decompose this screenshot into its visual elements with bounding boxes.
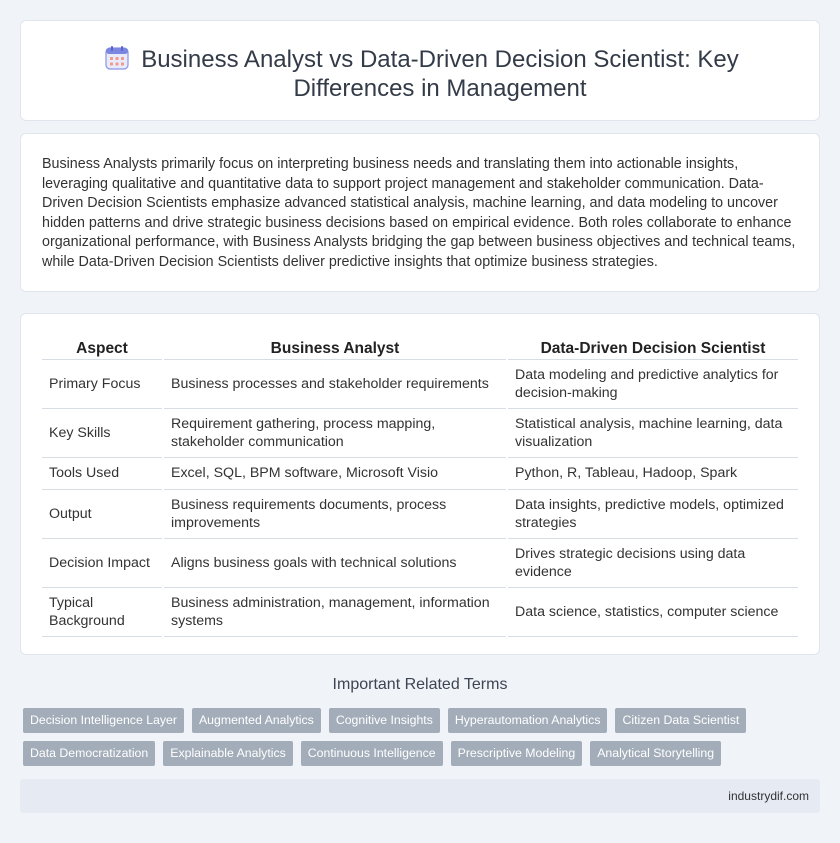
related-term-tag[interactable]: Citizen Data Scientist — [615, 708, 746, 733]
header-decision-scientist: Data-Driven Decision Scientist — [507, 334, 798, 359]
row-business-analyst: Business administration, management, information systems — [163, 587, 507, 636]
related-terms-title: Important Related Terms — [332, 676, 508, 693]
table-row — [42, 489, 798, 538]
row-decision-scientist: Data science, statistics, computer science — [507, 587, 798, 636]
row-aspect: Output — [42, 489, 163, 538]
row-aspect: Primary Focus — [42, 359, 163, 408]
row-aspect: Decision Impact — [42, 538, 163, 587]
table-row — [42, 359, 798, 408]
related-term-tag[interactable]: Data Democratization — [23, 741, 155, 766]
header-business-analyst: Business Analyst — [163, 334, 507, 359]
comparison-table — [42, 334, 798, 637]
row-business-analyst: Business processes and stakeholder requirements — [163, 359, 507, 408]
page-title: Business Analyst vs Data-Driven Decision Scientist: Key Differences in Management — [141, 46, 739, 102]
footer — [20, 779, 820, 813]
related-term-tag[interactable]: Continuous Intelligence — [301, 741, 443, 766]
header-aspect: Aspect — [42, 334, 163, 359]
related-term-tag[interactable]: Analytical Storytelling — [590, 741, 721, 766]
row-business-analyst: Aligns business goals with technical solutions — [163, 538, 507, 587]
row-business-analyst: Excel, SQL, BPM software, Microsoft Visio — [163, 457, 507, 489]
related-term-tag[interactable]: Explainable Analytics — [163, 741, 293, 766]
intro-card — [20, 133, 820, 292]
related-term-tag[interactable]: Prescriptive Modeling — [451, 741, 583, 766]
table-row — [42, 457, 798, 489]
table-header-row — [42, 334, 798, 359]
row-decision-scientist: Drives strategic decisions using data evidence — [507, 538, 798, 587]
row-business-analyst: Requirement gathering, process mapping, stakeholder communication — [163, 408, 507, 457]
table-row — [42, 587, 798, 636]
footer-site-link[interactable]: industrydif.com — [728, 789, 809, 803]
related-term-tag[interactable]: Decision Intelligence Layer — [23, 708, 184, 733]
row-aspect: Tools Used — [42, 457, 163, 489]
row-decision-scientist: Data insights, predictive models, optimized strategies — [507, 489, 798, 538]
table-row — [42, 408, 798, 457]
row-business-analyst: Business requirements documents, process improvements — [163, 489, 507, 538]
row-decision-scientist: Python, R, Tableau, Hadoop, Spark — [507, 457, 798, 489]
intro-paragraph: Business Analysts primarily focus on interpreting business needs and translating them into actionable insights, leveraging qualitative and quantitative data to support project management and stakeholder communication. Data-Driven Decision Scientists emphasize advanced statistical analysis, machine learning, and data modeling to uncover hidden patterns and drive strategic business decisions based on empirical evidence. Both roles collaborate to enhance organizational performance, with Business Analysts bridging the gap between business objectives and technical teams, while Data-Driven Decision Scientists deliver predictive insights that optimize business strategies. — [42, 156, 796, 270]
title-card — [20, 20, 820, 121]
related-term-tag[interactable]: Hyperautomation Analytics — [448, 708, 608, 733]
row-aspect: Typical Background — [42, 587, 163, 636]
row-aspect: Key Skills — [42, 408, 163, 457]
related-term-tag[interactable]: Augmented Analytics — [192, 708, 321, 733]
related-term-tag[interactable]: Cognitive Insights — [329, 708, 440, 733]
row-decision-scientist: Statistical analysis, machine learning, data visualization — [507, 408, 798, 457]
related-terms-list — [23, 708, 783, 766]
comparison-card — [20, 313, 820, 655]
row-decision-scientist: Data modeling and predictive analytics for decision-making — [507, 359, 798, 408]
table-row — [42, 538, 798, 587]
